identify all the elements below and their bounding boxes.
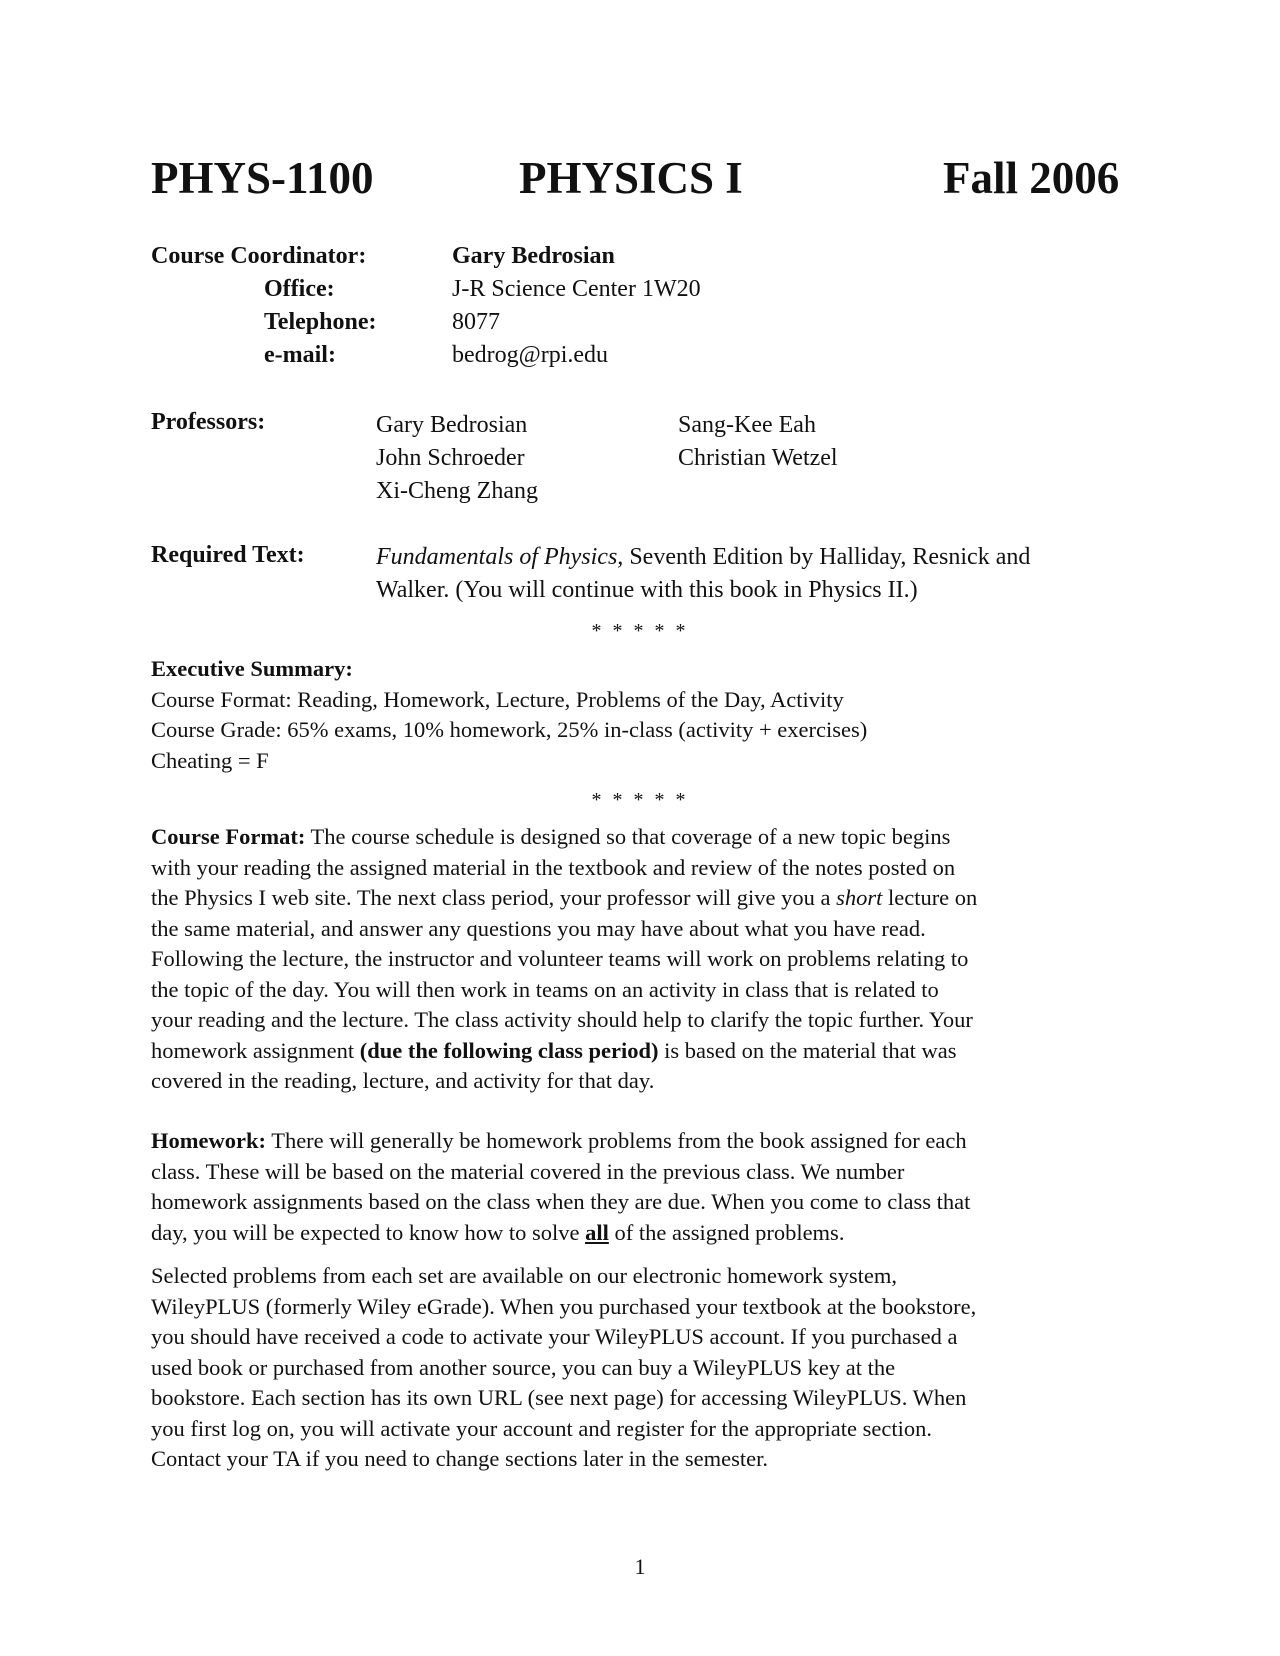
professor-name: Sang-Kee Eah [678, 412, 816, 438]
professor-name: Christian Wetzel [678, 445, 838, 471]
text-line [151, 1353, 976, 1384]
text-segment: The course schedule is designed so that coverage of a new topic begins [305, 824, 951, 849]
text-line [376, 574, 1030, 607]
phone-label: Telephone: [264, 309, 377, 335]
text-line [151, 944, 977, 975]
separator: * * * * * [591, 620, 689, 642]
phone-value: 8077 [452, 309, 500, 335]
coordinator-label: Course Coordinator: [151, 243, 367, 269]
text-line [151, 1444, 976, 1475]
text-segment: Selected problems from each set are available on our electronic homework system, [151, 1263, 897, 1288]
text-line [376, 541, 1030, 574]
course-code: PHYS-1100 [151, 153, 374, 203]
bold-text: Executive Summary: [151, 656, 353, 681]
text-line [151, 1261, 976, 1292]
bold-text: Homework: [151, 1128, 266, 1153]
text-line [151, 1126, 970, 1157]
text-segment: WileyPLUS (formerly Wiley eGrade). When you purchased your textbook at the bookstore, [151, 1293, 977, 1319]
text-line [151, 853, 977, 884]
text-segment: Contact your TA if you need to change sections later in the semester. [151, 1446, 768, 1471]
required-text-body [376, 541, 1030, 607]
text-line [151, 1066, 977, 1097]
text-line [151, 1036, 977, 1067]
separator: * * * * * [591, 789, 689, 811]
text-segment: used book or purchased from another source, you can buy a WileyPLUS key at the [151, 1354, 896, 1380]
text-segment: lecture on [882, 885, 978, 910]
course-format-paragraph [151, 822, 977, 1097]
office-value: J-R Science Center 1W20 [452, 276, 701, 302]
text-segment: of the assigned problems. [608, 1219, 845, 1245]
text-line [151, 715, 867, 746]
text-line [151, 685, 867, 716]
text-line [151, 822, 977, 853]
homework-paragraph [151, 1126, 970, 1248]
text-line [151, 1383, 976, 1414]
professors-col2 [678, 409, 838, 475]
text-segment: class. These will be based on the material covered in the previous class. We number [151, 1158, 905, 1184]
text-segment: There will generally be homework problems from the book assigned for each [265, 1128, 967, 1153]
text-line [151, 1292, 976, 1323]
text-segment: Walker. (You will continue with this book in Physics II.) [376, 577, 918, 603]
professor-name: John Schroeder [376, 445, 525, 471]
italic-text: short [836, 885, 883, 910]
professor-name: Xi-Cheng Zhang [376, 478, 538, 504]
professor-name: Gary Bedrosian [376, 412, 528, 438]
text-line [151, 883, 977, 914]
bold-text: Course Format: [151, 824, 306, 849]
text-segment: Following the lecture, the instructor and volunteer teams will work on problems relating to [151, 946, 969, 971]
text-segment: homework assignment [151, 1037, 360, 1063]
text-line [151, 1414, 976, 1445]
text-line [151, 746, 867, 777]
wileyplus-paragraph [151, 1261, 976, 1475]
professors-col1 [376, 409, 538, 508]
text-line [151, 654, 867, 685]
text-line [151, 914, 977, 945]
text-segment: with your reading the assigned material in the textbook and review of the notes posted on [151, 854, 956, 880]
email-label: e-mail: [264, 342, 336, 368]
underlined-text: all [585, 1219, 609, 1245]
text-segment: Seventh Edition by Halliday, Resnick and [623, 544, 1031, 570]
text-segment: you first log on, you will activate your account and register for the appropriate section. [151, 1415, 933, 1441]
text-segment: bookstore. Each section has its own URL (see next page) for accessing WileyPLUS. When [151, 1385, 967, 1410]
text-segment: covered in the reading, lecture, and activity for that day. [151, 1068, 655, 1093]
text-segment: Course Grade: 65% exams, 10% homework, 25% in-class (activity + exercises) [151, 717, 868, 742]
coordinator-name: Gary Bedrosian [452, 243, 615, 269]
text-segment: your reading and the lecture. The class activity should help to clarify the topic further. Your [151, 1007, 973, 1032]
required-text-label: Required Text: [151, 542, 305, 568]
text-line [151, 1005, 977, 1036]
professors-label: Professors: [151, 409, 266, 435]
italic-text: Fundamentals of Physics, [376, 544, 624, 570]
executive-summary [151, 654, 867, 776]
text-segment: the topic of the day. You will then work in teams on an activity in class that is related to [151, 976, 939, 1002]
text-line [151, 975, 977, 1006]
office-label: Office: [264, 276, 335, 302]
course-term: Fall 2006 [943, 153, 1120, 203]
course-name: PHYSICS I [519, 153, 743, 203]
text-segment: Cheating = F [151, 747, 269, 773]
page-number: 1 [634, 1554, 646, 1579]
text-segment: is based on the material that was [658, 1037, 957, 1063]
text-line [151, 1187, 970, 1218]
text-line [151, 1157, 970, 1188]
text-segment: the Physics I web site. The next class period, your professor will give you a [151, 885, 837, 910]
text-segment: homework assignments based on the class when they are due. When you come to class that [151, 1189, 971, 1214]
text-segment: the same material, and answer any questions you may have about what you have read. [151, 915, 926, 941]
bold-text: (due the following class period) [359, 1037, 659, 1063]
text-segment: you should have received a code to activate your WileyPLUS account. If you purchased a [151, 1324, 958, 1349]
text-line [151, 1322, 976, 1353]
text-line [151, 1218, 970, 1249]
text-segment: Course Format: Reading, Homework, Lecture, Problems of the Day, Activity [151, 686, 844, 712]
email-value: bedrog@rpi.edu [452, 342, 609, 368]
text-segment: day, you will be expected to know how to solve [151, 1219, 586, 1245]
